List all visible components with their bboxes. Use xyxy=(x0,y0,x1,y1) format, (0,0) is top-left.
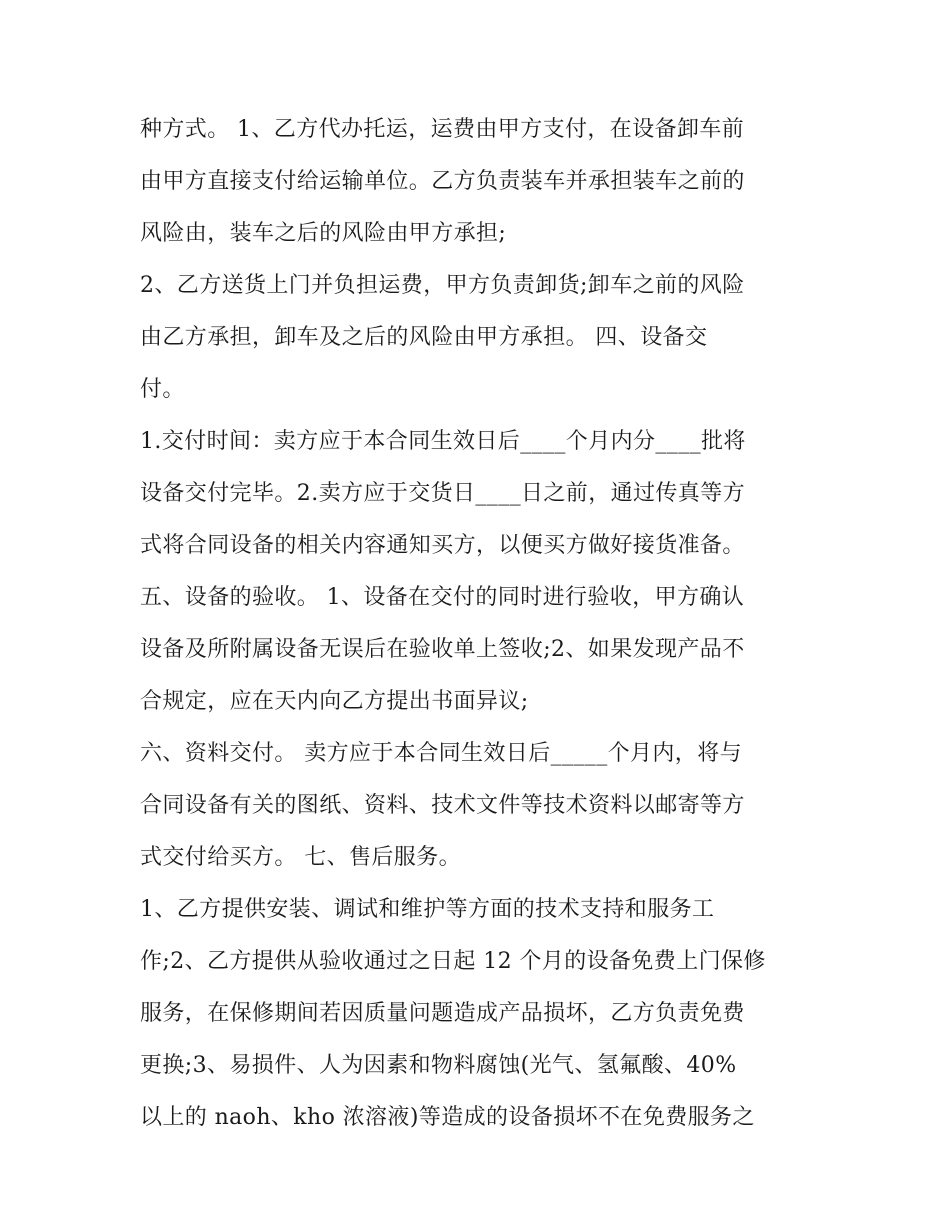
text-line: 合同设备有关的图纸、资料、技术文件等技术资料以邮寄等方 xyxy=(140,793,745,818)
text-line: 风险由，装车之后的风险由甲方承担; xyxy=(140,221,507,246)
text-line: 种方式。 1、乙方代办托运，运费由甲方支付，在设备卸车前 xyxy=(140,117,745,142)
text-line: 设备交付完毕。2.卖方应于交货日____日之前，通过传真等方 xyxy=(140,481,745,506)
text-line: 1.交付时间：卖方应于本合同生效日后____个月内分____批将 xyxy=(140,429,746,454)
text-line: 设备及所附属设备无误后在验收单上签收;2、如果发现产品不 xyxy=(140,637,745,662)
text-line: 合规定，应在天内向乙方提出书面异议; xyxy=(140,689,529,714)
text-line: 更换;3、易损件、人为因素和物料腐蚀(光气、氢氟酸、40% xyxy=(140,1053,737,1078)
text-line: 式将合同设备的相关内容通知买方，以便买方做好接货准备。 xyxy=(140,533,745,558)
text-line: 由乙方承担，卸车及之后的风险由甲方承担。 四、设备交 xyxy=(140,325,708,350)
text-line: 五、设备的验收。 1、设备在交付的同时进行验收，甲方确认 xyxy=(140,585,745,610)
text-line: 以上的 naoh、kho 浓溶液)等造成的设备损坏不在免费服务之 xyxy=(140,1105,755,1130)
text-line: 式交付给买方。 七、售后服务。 xyxy=(140,845,461,870)
text-line: 1、乙方提供安装、调试和维护等方面的技术支持和服务工 xyxy=(140,897,715,922)
text-line: 由甲方直接支付给运输单位。乙方负责装车并承担装车之前的 xyxy=(140,169,745,194)
text-line: 付。 xyxy=(140,377,185,402)
text-line: 作;2、乙方提供从验收通过之日起 12 个月的设备免费上门保修 xyxy=(140,949,766,974)
text-line: 六、资料交付。 卖方应于本合同生效日后_____个月内，将与 xyxy=(140,741,742,766)
text-line: 服务，在保修期间若因质量问题造成产品损坏，乙方负责免费 xyxy=(140,1001,745,1026)
text-line: 2、乙方送货上门并负担运费，甲方负责卸货;卸车之前的风险 xyxy=(140,273,745,298)
